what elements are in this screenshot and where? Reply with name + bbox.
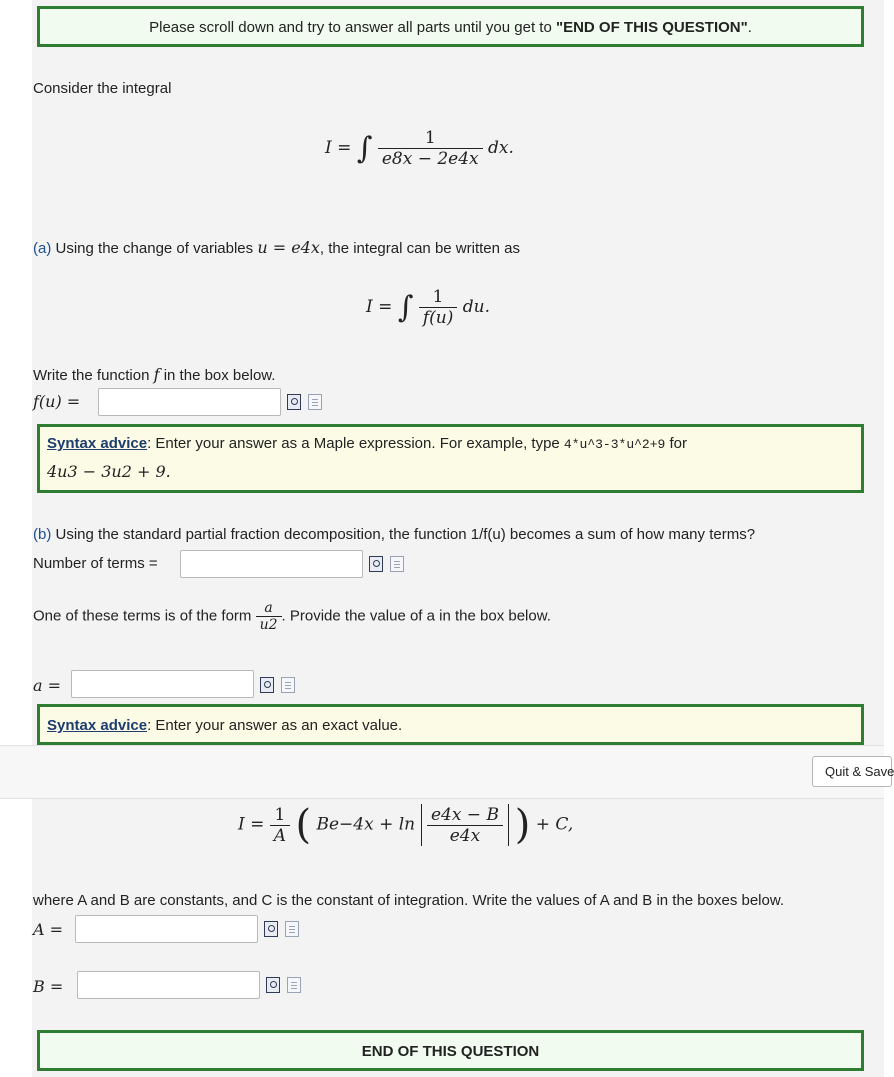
part-c-abs-close xyxy=(508,804,509,846)
end-of-question-banner xyxy=(37,1030,864,1071)
help-icon[interactable] xyxy=(281,677,295,693)
part-a-integral-fraction xyxy=(419,287,458,328)
part-c-log-fraction xyxy=(427,805,503,846)
A-input[interactable] xyxy=(75,915,258,943)
part-b-form-text-after: . Provide the value of a in the box below. xyxy=(281,607,551,625)
banner-text-suffix: . xyxy=(747,19,752,36)
part-a-integral-denominator: f(u) xyxy=(422,308,454,328)
number-of-terms-label: Number of terms = xyxy=(33,555,158,572)
B-label: B = xyxy=(33,977,64,996)
f-u-input[interactable] xyxy=(98,388,281,416)
part-a-integral xyxy=(366,287,490,328)
part-b-form-text-before: One of these terms is of the form xyxy=(33,607,252,625)
part-c-inner: Be−4x + ln xyxy=(316,814,416,835)
syntax-advice-a-for: for xyxy=(665,435,688,452)
main-integral xyxy=(325,128,514,169)
part-b-label: (b) xyxy=(33,526,52,543)
part-a-integral-du: du. xyxy=(462,297,490,317)
preview-icon[interactable] xyxy=(264,921,278,937)
syntax-advice-b-text: : Enter your answer as an exact value. xyxy=(147,717,403,734)
banner-text-bold: "END OF THIS QUESTION" xyxy=(555,19,748,36)
f-u-label: f(u) = xyxy=(33,392,81,411)
part-c-lhs: I = xyxy=(238,814,265,835)
preview-icon[interactable] xyxy=(260,677,274,693)
part-b-form-den: u2 xyxy=(259,617,278,633)
part-a-text-after: , the integral can be written as xyxy=(319,240,520,257)
number-of-terms-input[interactable] xyxy=(180,550,363,578)
part-a-instruction-end: in the box below. xyxy=(163,367,276,384)
part-a-substitution: u = e4x xyxy=(257,238,320,257)
preview-icon[interactable] xyxy=(369,556,383,572)
part-c-right-paren: ) xyxy=(514,802,531,848)
A-label: A = xyxy=(33,920,64,939)
part-b-text: Using the standard partial fraction decomposition, the function 1/f(u) becomes a sum of how many terms? xyxy=(55,526,756,543)
part-c-formula xyxy=(238,802,573,848)
preview-icon[interactable] xyxy=(287,394,301,410)
part-a-instruction-text: Write the function xyxy=(33,367,150,384)
part-b-form-statement xyxy=(33,600,551,633)
intro-text: Consider the integral xyxy=(33,80,172,97)
syntax-advice-a xyxy=(37,424,864,493)
help-icon[interactable] xyxy=(390,556,404,572)
integral-lhs: I = xyxy=(325,138,352,158)
syntax-advice-a-code: 4*u^3-3*u^2+9 xyxy=(563,437,666,452)
part-c-frac-num: 1 xyxy=(270,805,290,826)
syntax-advice-a-title[interactable]: Syntax advice xyxy=(47,435,148,452)
syntax-advice-b xyxy=(37,704,864,745)
syntax-advice-a-math: 4u3 − 3u2 + 9. xyxy=(47,462,171,481)
banner-text-prefix: Please scroll down and try to answer all parts until you get to xyxy=(149,19,556,36)
floating-toolbar xyxy=(0,745,884,799)
part-c-log-num: e4x − B xyxy=(427,805,503,826)
part-a-text-before: Using the change of variables xyxy=(55,240,258,257)
part-c-where-text: where A and B are constants, and C is the constant of integration. Write the values of A and B in the boxes below. xyxy=(33,892,785,909)
part-c-left-paren: ( xyxy=(295,802,312,848)
part-a-integral-numerator: 1 xyxy=(419,287,458,308)
part-a-statement xyxy=(33,238,520,257)
preview-icon[interactable] xyxy=(266,977,280,993)
syntax-advice-b-title[interactable]: Syntax advice xyxy=(47,717,148,734)
part-a-instruction xyxy=(33,365,275,384)
integral-numerator: 1 xyxy=(378,128,483,149)
quit-save-button[interactable]: Quit & Save xyxy=(812,756,892,787)
part-b-statement xyxy=(33,526,755,543)
scroll-instruction-banner xyxy=(37,6,864,47)
help-icon[interactable] xyxy=(287,977,301,993)
a-input[interactable] xyxy=(71,670,254,698)
syntax-advice-a-text: : Enter your answer as a Maple expression. For example, type xyxy=(147,435,564,452)
part-c-log-den: e4x xyxy=(449,825,481,846)
B-input[interactable] xyxy=(77,971,260,999)
end-of-question-text: END OF THIS QUESTION xyxy=(361,1043,540,1060)
part-b-form-fraction xyxy=(256,600,282,633)
part-c-abs-open xyxy=(421,804,422,846)
integral-denominator: e8x − 2e4x xyxy=(381,149,479,169)
help-icon[interactable] xyxy=(285,921,299,937)
integral-sign: ∫ xyxy=(356,131,373,166)
integral-dx: dx. xyxy=(488,138,514,158)
a-label: a = xyxy=(33,676,62,695)
integral-sign: ∫ xyxy=(397,290,414,325)
help-icon[interactable] xyxy=(308,394,322,410)
part-b-form-num: a xyxy=(256,600,282,617)
part-c-frac-den: A xyxy=(273,825,287,846)
part-a-instruction-var: f xyxy=(153,365,160,384)
part-a-integral-lhs: I = xyxy=(366,297,393,317)
part-a-label: (a) xyxy=(33,240,52,257)
part-c-tail: + C, xyxy=(535,814,574,835)
part-c-fraction xyxy=(270,805,290,846)
integral-fraction xyxy=(378,128,483,169)
